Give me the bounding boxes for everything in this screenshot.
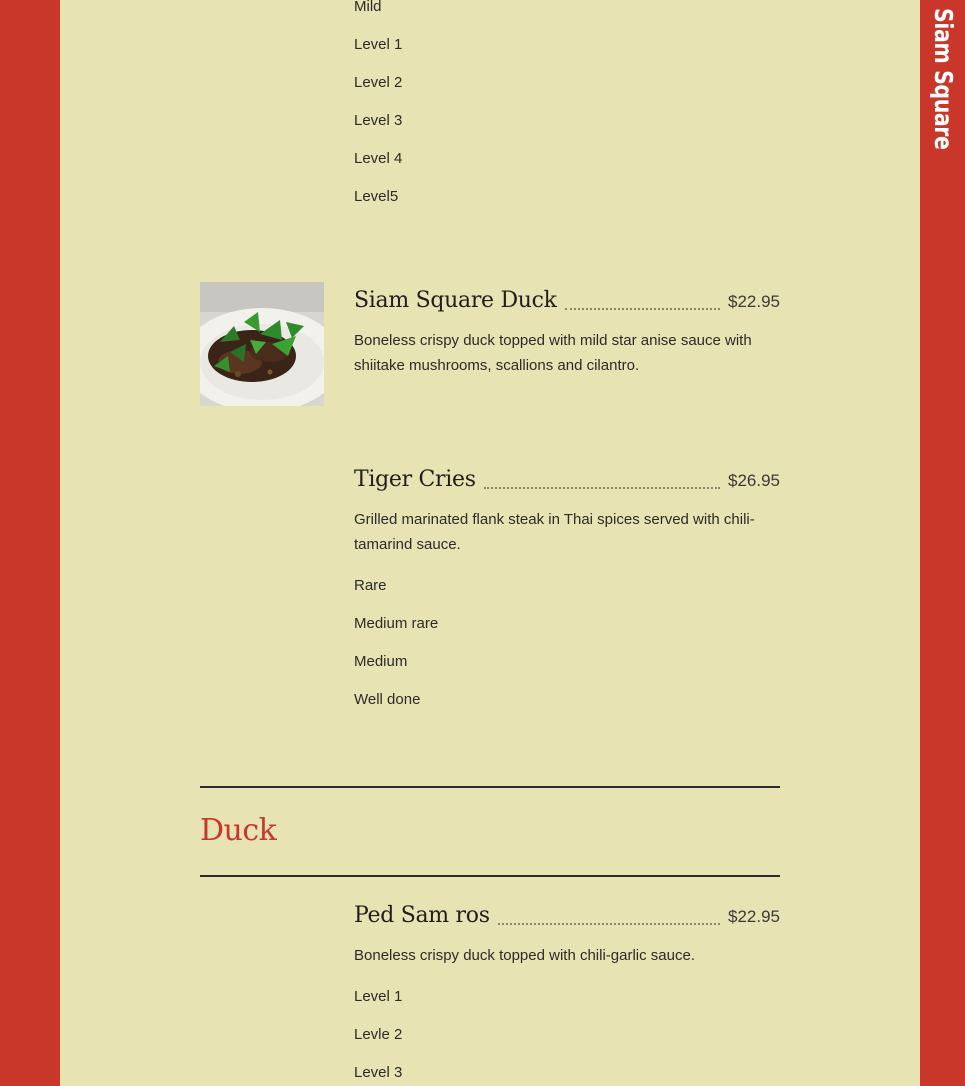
option-level-2[interactable]: Levle 2 [354,1026,403,1043]
option-level-5[interactable]: Level5 [354,188,399,205]
option-level-3[interactable]: Level 3 [354,112,403,129]
option-medium[interactable]: Medium [354,653,408,670]
item-name: Ped Sam ros [354,903,490,928]
section-divider-bottom [200,875,780,877]
option-level-1[interactable]: Level 1 [354,36,403,53]
item-price: $22.95 [728,907,780,926]
option-level-2[interactable]: Level 2 [354,74,403,91]
option-rare[interactable]: Rare [354,577,387,594]
item-price: $26.95 [728,471,780,490]
option-level-1[interactable]: Level 1 [354,988,403,1005]
brand-strip [920,0,965,1086]
item-description: Boneless crispy duck topped with mild star anise sauce with shiitake mushrooms, scallions and cilantro. [354,332,752,374]
option-mild[interactable]: Mild [354,0,382,15]
option-level-3[interactable]: Level 3 [354,1064,403,1081]
item-name: Siam Square Duck [354,288,557,313]
section-divider-top [200,786,780,788]
dotted-leader [565,307,720,310]
section-title-duck: Duck [200,813,277,848]
brand-name[interactable]: Siam Square [929,8,958,150]
menu-item-tiger-cries[interactable] [354,461,780,493]
option-level-4[interactable]: Level 4 [354,150,403,167]
dotted-leader [484,486,720,489]
item-name: Tiger Cries [354,467,476,492]
duck-dish-photo[interactable] [200,282,324,406]
item-description: Grilled marinated flank steak in Thai spices served with chili-tamarind sauce. [354,511,755,553]
menu-item-ped-sam-ros[interactable] [354,897,780,929]
dotted-leader [498,922,720,925]
option-medium-rare[interactable]: Medium rare [354,615,439,632]
menu-item-siam-square-duck[interactable] [354,282,780,314]
option-well-done[interactable]: Well done [354,691,421,708]
item-price: $22.95 [728,292,780,311]
item-description: Boneless crispy duck topped with chili-garlic sauce. [354,947,695,964]
